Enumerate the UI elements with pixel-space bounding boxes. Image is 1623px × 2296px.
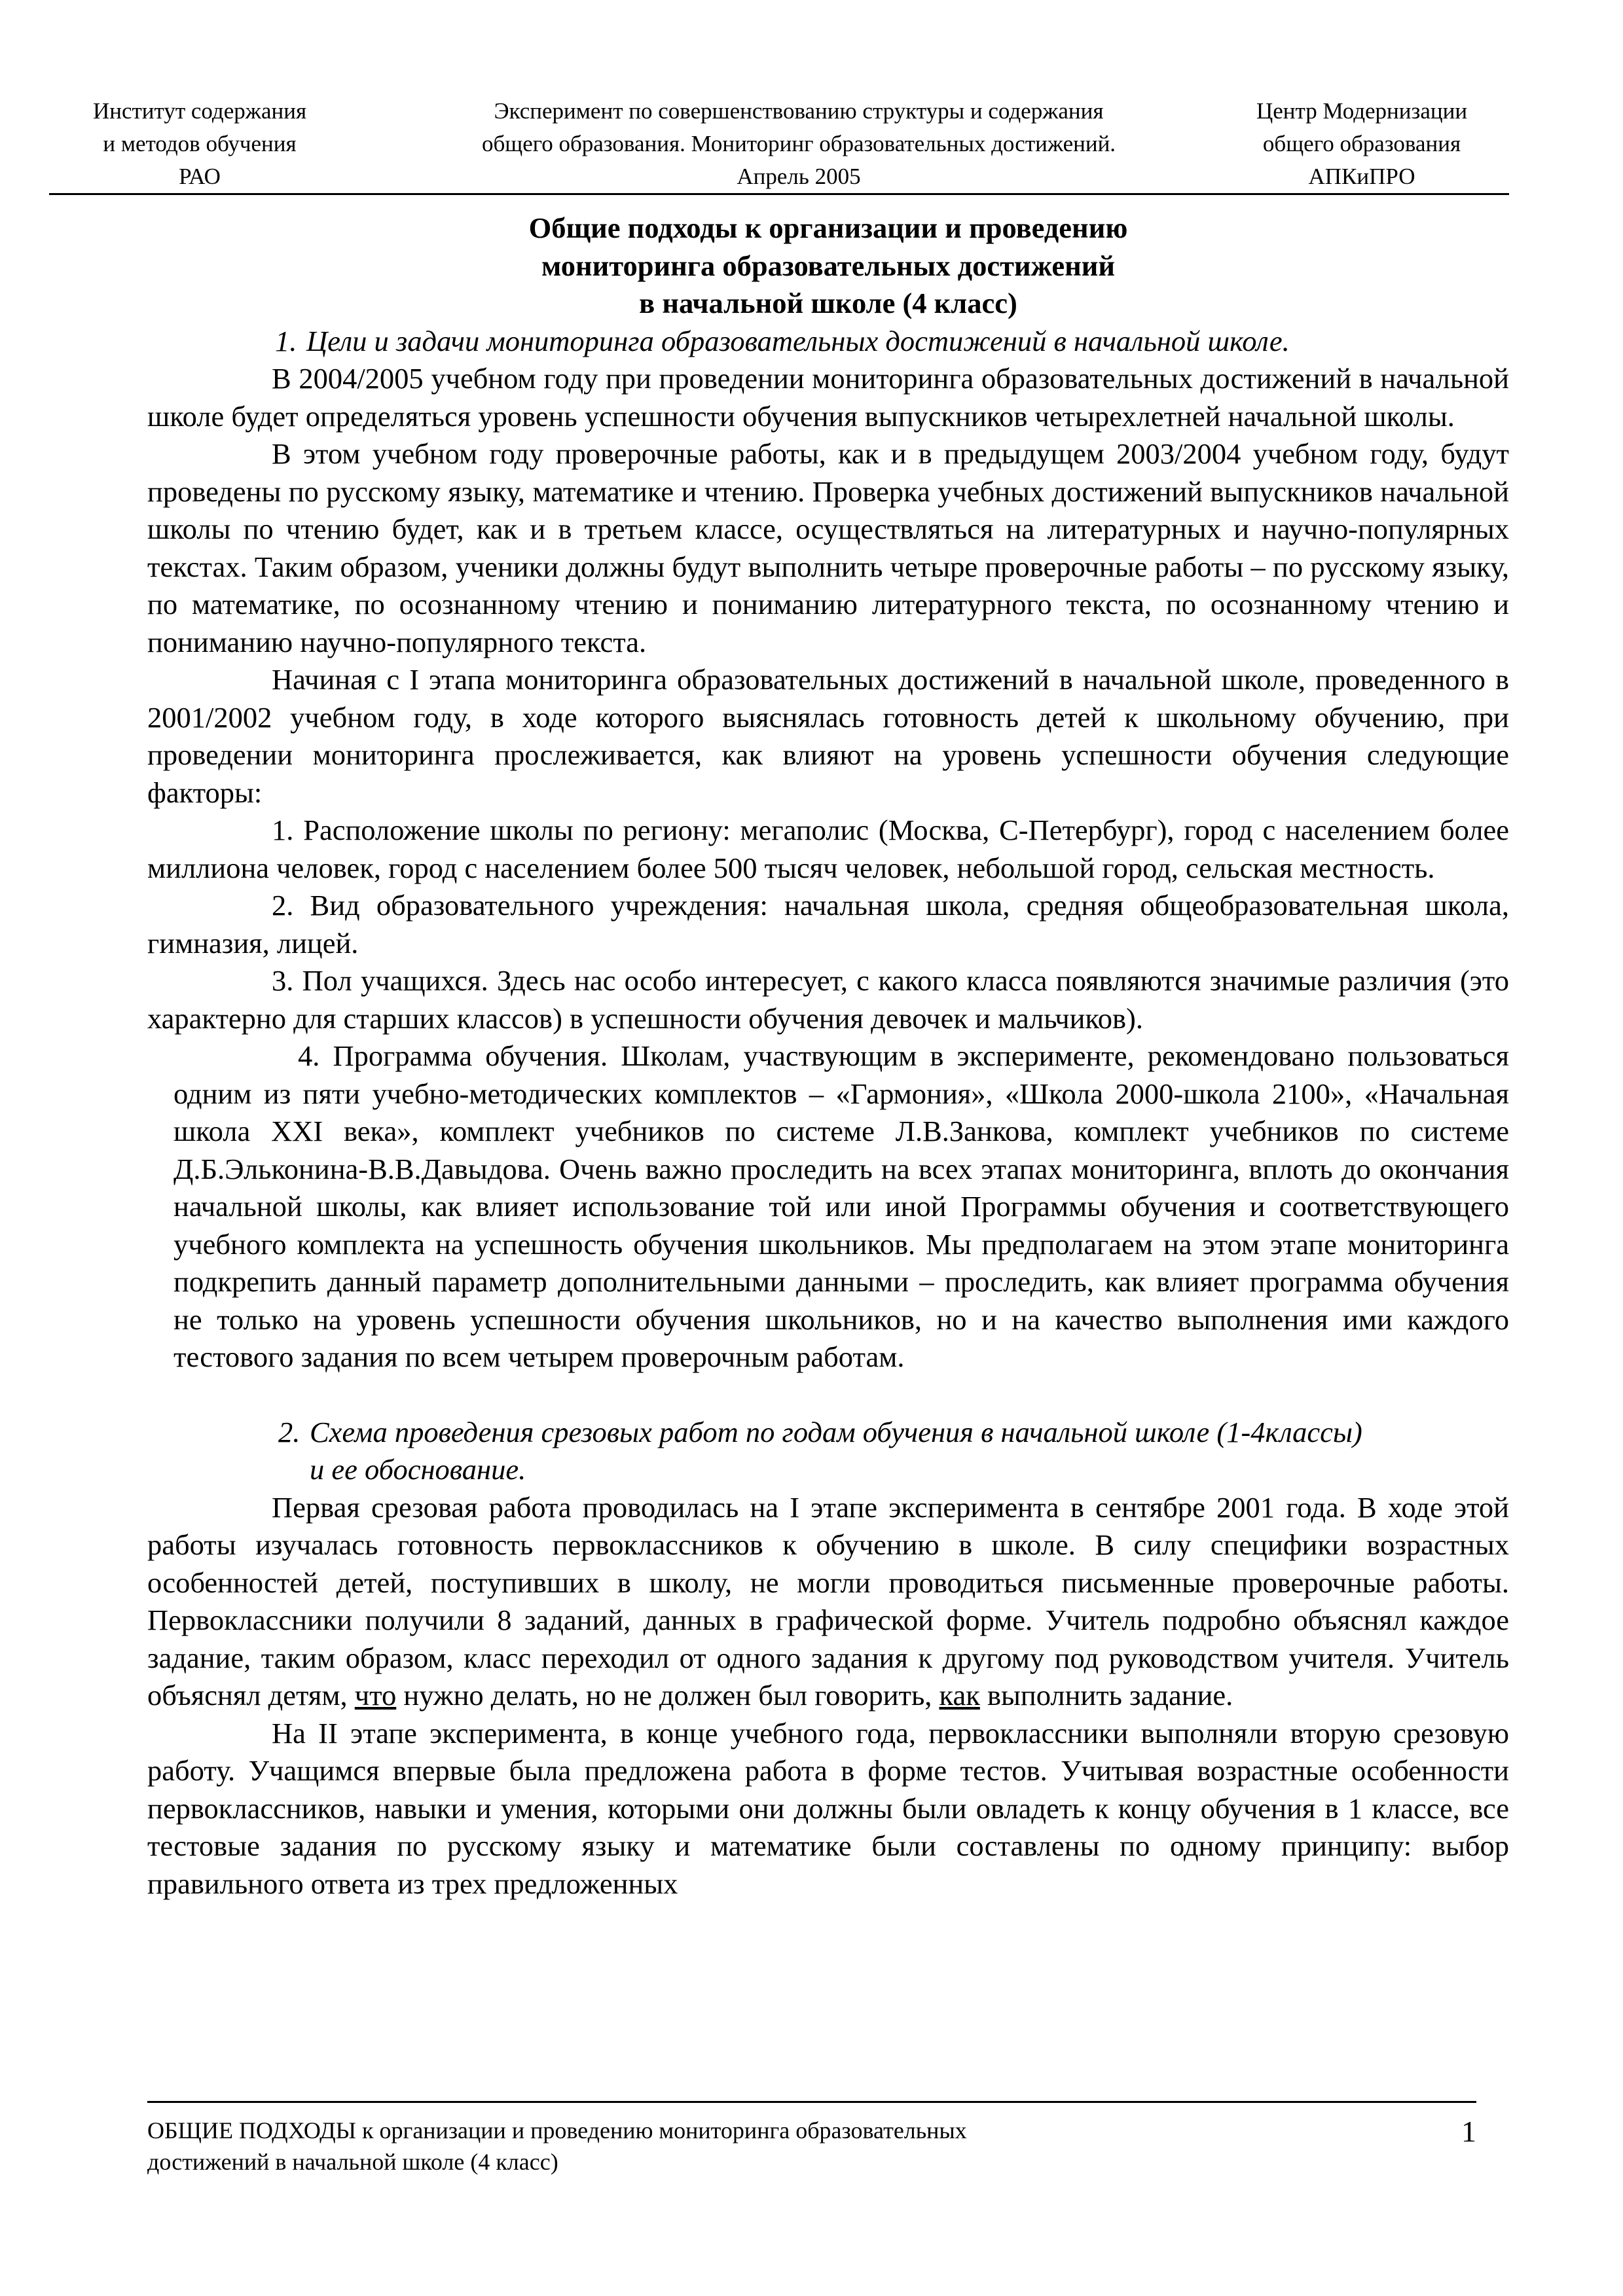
underlined-word: что: [354, 1679, 397, 1712]
section-2-heading: [147, 1414, 1509, 1489]
header-center-line: Апрель 2005: [737, 164, 861, 189]
list-item: 3. Пол учащихся. Здесь нас особо интересует, с какого класса появляются значимые различия (это характерно для старших классов) в успешности обучения девочек и мальчиков).: [147, 964, 1509, 1035]
header-left-institute: [49, 95, 350, 193]
text-run: выполнить задание.: [979, 1679, 1233, 1712]
title-line: в начальной школе (4 класс): [639, 287, 1017, 319]
text-run: Первая срезовая работа проводилась на I этапе эксперимента в сентябре 2001 года. В ходе этой работы изучалась готовность первоклассников к обучению в школе. В силу специфики возрастных особенностей детей, поступивших в школу, не могли проводиться письменные проверочные работы. Первоклассники получили 8 заданий, данных в графической форме. Учитель подробно объяснял каждое задание, таким образом, класс переходил от одного задания к другому под руководством учителя. Учитель объяснял детям,: [147, 1490, 1509, 1712]
list-item: 2. Вид образовательного учреждения: начальная школа, средняя общеобразовательная школа, гимназия, лицей.: [147, 889, 1509, 960]
title-line: Общие подходы к организации и проведению: [528, 211, 1128, 244]
underlined-word: как: [939, 1679, 980, 1712]
header-right-line: Центр Модернизации: [1256, 98, 1468, 124]
document-body: [147, 209, 1509, 1903]
paragraph: В 2004/2005 учебном году при проведении мониторинга образовательных достижений в начальной школе будет определяться уровень успешности обучения выпускников четырехлетней начальной школы.: [147, 362, 1509, 433]
section-title: Цели и задачи мониторинга образовательных достижений в начальной школе.: [306, 324, 1290, 357]
footer-line: достижений в начальной школе (4 класс): [147, 2149, 558, 2175]
footer-text: [147, 2115, 1195, 2178]
paragraph: [147, 1489, 1509, 1715]
paragraph: В этом учебном году проверочные работы, как и в предыдущем 2003/2004 учебном году, будут проведены по русскому языку, математике и чтению. Проверка учебных достижений выпускников начальной школы по чтению будет, как и в третьем классе, осуществляться на литературных и научно-популярных текстах. Таким образом, ученики должны будут выполнить четыре проверочные работы – по русскому языку, по математике, по осознанному чтению и пониманию литературного текста, по осознанному чтению и пониманию научно-популярного текста.: [147, 437, 1509, 658]
list-item: 1. Расположение школы по региону: мегаполис (Москва, С-Петербург), город с населением более миллиона человек, город с населением более 500 тысяч человек, небольшой город, сельская местность.: [147, 814, 1509, 884]
header-center-line: Эксперимент по совершенствованию структуры и содержания: [494, 98, 1104, 124]
header-left-line: РАО: [179, 164, 221, 189]
paragraph: На II этапе эксперимента, в конце учебного года, первоклассники выполняли вторую срезовую работу. Учащимся впервые была предложена работа в форме тестов. Учитывая возрастные особенности первоклассников, навыки и умения, которыми они должны были овладеть к концу обучения в 1 классе, все тестовые задания по русскому языку и математике были составлены по одному принципу: выбор правильного ответа из трех предложенных: [147, 1716, 1509, 1900]
section-title: Схема проведения срезовых работ по годам обучения в начальной школе (1-4классы): [310, 1415, 1362, 1448]
section-title-cont: и ее обоснование.: [310, 1453, 526, 1486]
header-right-center: [1214, 95, 1509, 193]
list-item: 4. Программа обучения. Школам, участвующим в эксперименте, рекомендовано пользоваться одним из пяти учебно-методических комплектов – «Гармония», «Школа 2000-школа 2100», «Начальная школа XXI века», комплект учебников по системе Л.В.Занкова, комплект учебников по системе Д.Б.Эльконина-В.В.Давыдова. Очень важно проследить на всех этапах мониторинга, вплоть до окончания начальной школы, как влияет использование той или иной Программы обучения и соответствующего учебного комплекта на успешность обучения школьников. Мы предполагаем на этом этапе мониторинга подкрепить данный параметр дополнительными данными – проследить, как влияет программа обучения не только на уровень успешности обучения школьников, но и на качество выполнения ими каждого тестового задания по всем четырем проверочным работам.: [173, 1039, 1509, 1373]
header-left-line: и методов обучения: [103, 131, 297, 156]
text-run: нужно делать, но не должен был говорить,: [396, 1679, 939, 1712]
section-number: 2.: [278, 1415, 301, 1448]
header-center-line: общего образования. Мониторинг образовательных достижений.: [481, 131, 1116, 156]
header-center-experiment: [393, 95, 1205, 193]
document-title: [147, 209, 1509, 323]
section-number: 1.: [275, 324, 297, 357]
title-line: мониторинга образовательных достижений: [541, 249, 1115, 282]
page-header: [49, 95, 1509, 195]
section-1-heading: [147, 323, 1509, 361]
header-right-line: общего образования: [1262, 131, 1461, 156]
footer-line: ОБЩИЕ ПОДХОДЫ к организации и проведению мониторинга образовательных: [147, 2117, 967, 2144]
header-left-line: Институт содержания: [92, 98, 307, 124]
page-footer: [147, 2101, 1476, 2178]
header-right-line: АПКиПРО: [1308, 164, 1415, 189]
paragraph: Начиная с I этапа мониторинга образовательных достижений в начальной школе, проведенного в 2001/2002 учебном году, в ходе которого выяснялась готовность детей к школьному обучению, при проведении мониторинга прослеживается, как влияют на уровень успешности обучения следующие факторы:: [147, 663, 1509, 809]
page-number: 1: [1461, 2115, 1476, 2148]
